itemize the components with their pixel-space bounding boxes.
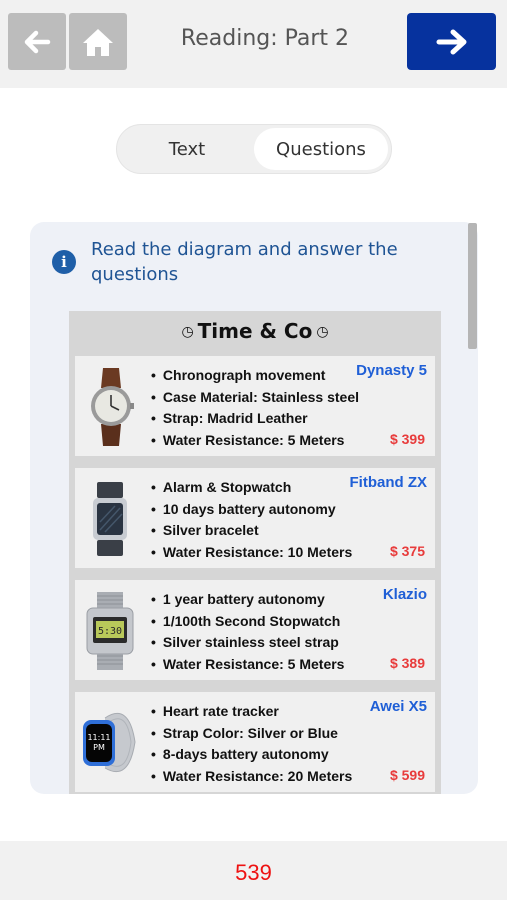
feature-item: • 1/100th Second Stopwatch <box>151 611 344 633</box>
feature-item: • Silver bracelet <box>151 520 352 542</box>
back-button[interactable] <box>8 13 66 70</box>
feature-item: • Case Material: Stainless steel <box>151 387 359 409</box>
product-name: Fitband ZX <box>349 474 427 491</box>
feature-item: • Heart rate tracker <box>151 701 352 723</box>
arrow-right-icon <box>435 26 469 58</box>
leather-analog-watch-icon <box>79 366 139 448</box>
clock-icon: ◷ <box>316 324 329 340</box>
feature-item: • 8-days battery autonomy <box>151 744 352 766</box>
fitness-band-icon <box>79 478 139 560</box>
product-price: $ 375 <box>389 543 425 559</box>
feature-list <box>151 365 359 451</box>
diagram-title <box>69 319 441 343</box>
feature-list <box>151 477 352 563</box>
feature-item: • 1 year battery autonomy <box>151 589 344 611</box>
product-card <box>75 580 435 680</box>
smartwatch-icon <box>79 702 139 784</box>
arrow-left-icon <box>22 27 52 57</box>
product-price: $ 389 <box>389 655 425 671</box>
info-icon: i <box>52 250 76 274</box>
feature-item: • Strap Color: Silver or Blue <box>151 723 352 745</box>
clock-icon: ◷ <box>181 324 194 340</box>
product-card <box>75 356 435 456</box>
counter: 539 <box>235 860 272 885</box>
smartwatch-ampm: PM <box>93 743 105 752</box>
feature-item: • Water Resistance: 5 Meters <box>151 430 359 452</box>
feature-list <box>151 589 344 675</box>
instruction-text: Read the diagram and answer the questions <box>91 239 398 285</box>
product-name: Klazio <box>382 586 427 603</box>
digital-watch-icon <box>79 590 139 672</box>
product-name: Awei X5 <box>369 698 427 715</box>
feature-item: • Water Resistance: 10 Meters <box>151 542 352 564</box>
smartwatch-time: 11:11 <box>87 733 111 742</box>
digital-watch-display: 5:30 <box>97 626 123 637</box>
feature-item: • Alarm & Stopwatch <box>151 477 352 499</box>
feature-item: • Silver stainless steel strap <box>151 632 344 654</box>
next-button[interactable] <box>407 13 496 70</box>
feature-item: • Water Resistance: 5 Meters <box>151 654 344 676</box>
feature-item: • Strap: Madrid Leather <box>151 408 359 430</box>
feature-item: • Water Resistance: 20 Meters <box>151 766 352 788</box>
page-title: Reading: Part 2 <box>180 26 350 51</box>
feature-item: • 10 days battery autonomy <box>151 499 352 521</box>
product-card <box>75 468 435 568</box>
diagram <box>69 311 441 794</box>
tab-questions[interactable]: Questions <box>254 128 388 170</box>
feature-list <box>151 701 352 787</box>
home-button[interactable] <box>69 13 127 70</box>
view-toggle <box>116 124 392 174</box>
home-icon <box>80 26 116 58</box>
diagram-title-text: Time & Co <box>197 319 313 343</box>
feature-item: • Chronograph movement <box>151 365 359 387</box>
product-card <box>75 692 435 792</box>
scrollbar-thumb[interactable] <box>468 223 477 349</box>
product-price: $ 599 <box>389 767 425 783</box>
product-name: Dynasty 5 <box>356 362 427 379</box>
tab-text[interactable]: Text <box>168 138 206 160</box>
product-price: $ 399 <box>389 431 425 447</box>
